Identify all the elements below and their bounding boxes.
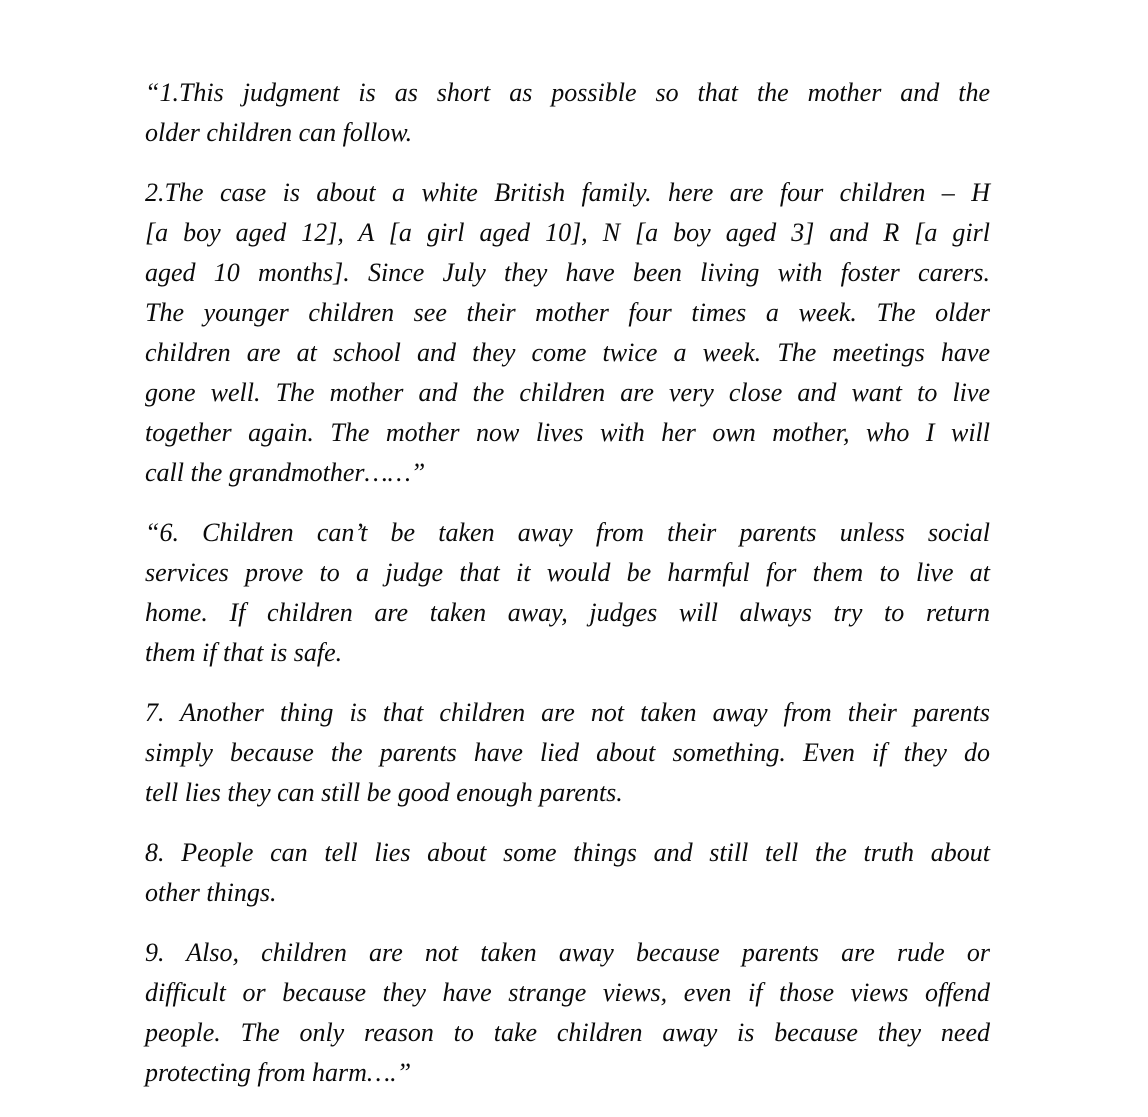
text-line: “1.This judgment is as short as possible so that the mother and the <box>145 78 990 107</box>
text-line: them if that is safe. <box>145 638 343 667</box>
paragraph <box>145 833 990 913</box>
text-line: 7. Another thing is that children are not taken away from their parents <box>145 698 990 727</box>
text-line: [a boy aged 12], A [a girl aged 10], N [a boy aged 3] and R [a girl <box>145 218 990 247</box>
text-line: The younger children see their mother four times a week. The older <box>145 298 990 327</box>
text-line: together again. The mother now lives with her own mother, who I will <box>145 418 990 447</box>
text-line: simply because the parents have lied about something. Even if they do <box>145 738 990 767</box>
text-line: services prove to a judge that it would be harmful for them to live at <box>145 558 990 587</box>
paragraph <box>145 693 990 813</box>
paragraph <box>145 513 990 673</box>
text-line: “6. Children can’t be taken away from their parents unless social <box>145 518 990 547</box>
text-line: difficult or because they have strange views, even if those views offend <box>145 978 990 1007</box>
text-line: gone well. The mother and the children are very close and want to live <box>145 378 990 407</box>
text-line: call the grandmother……” <box>145 458 426 487</box>
text-line: home. If children are taken away, judges will always try to return <box>145 598 990 627</box>
text-line: older children can follow. <box>145 118 413 147</box>
text-line: 9. Also, children are not taken away because parents are rude or <box>145 938 990 967</box>
judgment-text-block <box>145 73 990 1113</box>
text-line: protecting from harm….” <box>145 1058 412 1087</box>
paragraph <box>145 933 990 1093</box>
paragraph <box>145 73 990 153</box>
text-line: people. The only reason to take children away is because they need <box>145 1018 990 1047</box>
text-line: other things. <box>145 878 277 907</box>
paragraph <box>145 173 990 493</box>
text-line: 8. People can tell lies about some things and still tell the truth about <box>145 838 990 867</box>
text-line: tell lies they can still be good enough parents. <box>145 778 623 807</box>
text-line: 2.The case is about a white British family. here are four children – H <box>145 178 990 207</box>
text-line: aged 10 months]. Since July they have been living with foster carers. <box>145 258 990 287</box>
text-line: children are at school and they come twice a week. The meetings have <box>145 338 990 367</box>
